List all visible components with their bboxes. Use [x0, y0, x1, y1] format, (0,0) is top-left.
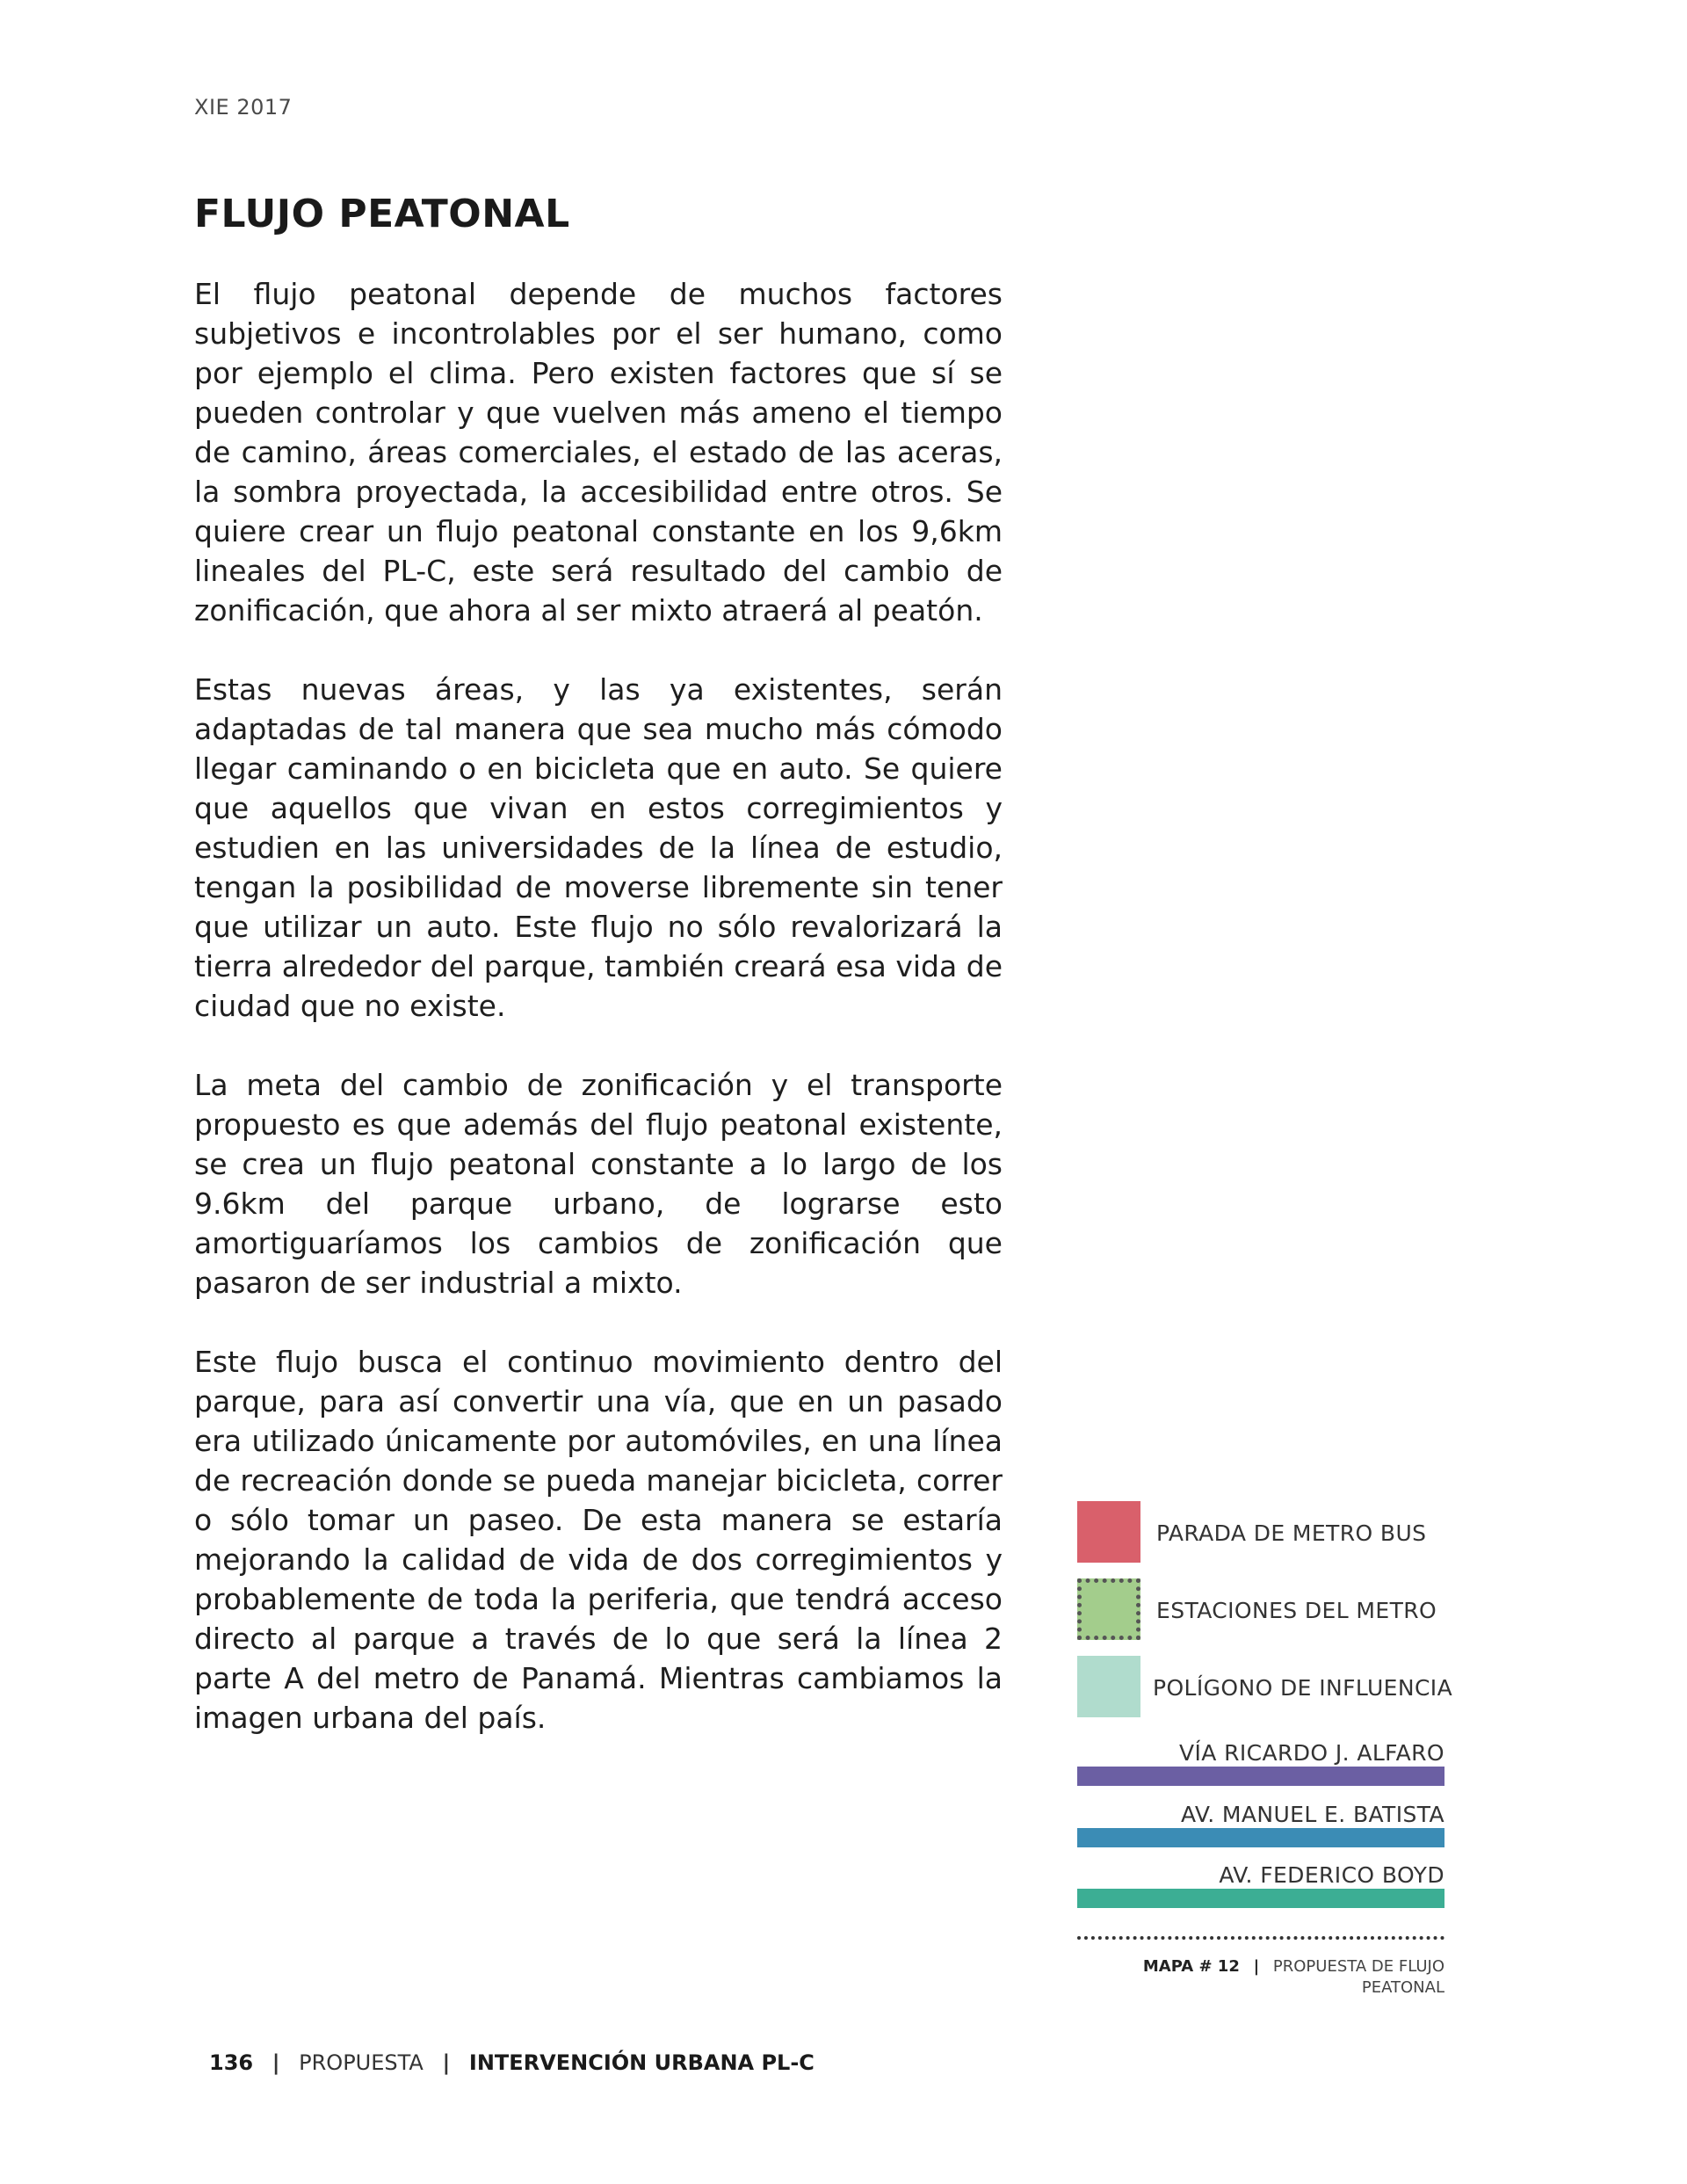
- map-caption-separator: |: [1253, 1957, 1260, 1976]
- road-line-av-federico-boyd: [1077, 1889, 1444, 1908]
- map-caption-title-line-1: PROPUESTA DE FLUJO: [1272, 1957, 1444, 1976]
- footer-separator-2: |: [442, 2050, 451, 2075]
- caption-divider: [1077, 1936, 1444, 1940]
- footer-separator-1: |: [272, 2050, 280, 2075]
- footer-chapter: PROPUESTA: [299, 2050, 424, 2075]
- footer-document-title: INTERVENCIÓN URBANA PL-C: [468, 2050, 815, 2075]
- section-title: FLUJO PEATONAL: [194, 192, 570, 236]
- map-caption-line-1: [1077, 1956, 1444, 1977]
- influence-polygon-swatch: [1077, 1656, 1140, 1717]
- legend-label-metro-bus: PARADA DE METRO BUS: [1156, 1520, 1427, 1546]
- legend-label-influence-polygon: POLÍGONO DE INFLUENCIA: [1153, 1675, 1453, 1701]
- body-text: [194, 274, 1003, 1777]
- road-label-av-manuel-batista: AV. MANUEL E. BATISTA: [1181, 1802, 1444, 1827]
- map-caption-id: MAPA # 12: [1142, 1957, 1240, 1976]
- road-label-av-federico-boyd: AV. FEDERICO BOYD: [1219, 1862, 1444, 1888]
- road-label-via-ricardo-alfaro: VÍA RICARDO J. ALFARO: [1178, 1740, 1444, 1766]
- road-line-via-ricardo-alfaro: [1077, 1767, 1444, 1786]
- legend-item-av-federico-boyd: [1077, 1862, 1444, 1910]
- road-line-av-manuel-batista: [1077, 1828, 1444, 1847]
- metro-bus-swatch: [1077, 1501, 1140, 1563]
- legend-label-metro-stations: ESTACIONES DEL METRO: [1156, 1598, 1437, 1623]
- legend-item-via-ricardo-alfaro: [1077, 1740, 1444, 1788]
- paragraph-4: Este flujo busca el continuo movimiento dentro del parque, para así convertir una vía, que en un pasado era utilizado únicamente por automóviles, en una línea de recreación donde se pueda manejar bicicleta, correr o sólo tomar un paseo. De esta manera se estaría mejorando la calidad de vida de dos corregimientos y probablemente de toda la periferia, que tendrá acceso directo al parque a través de lo que será la línea 2 parte A del metro de Panamá. Mientras cambiamos la imagen urbana del país.: [194, 1345, 1003, 1735]
- map-caption-title-line-2: PEATONAL: [1361, 1978, 1444, 1997]
- page-number: 136: [209, 2050, 254, 2075]
- legend-item-av-manuel-batista: [1077, 1802, 1444, 1849]
- paragraph-3: La meta del cambio de zonificación y el transporte propuesto es que además del flujo peatonal existente, se crea un flujo peatonal constante a lo largo de los 9.6km del parque urbano, de lograrse esto amortiguaríamos los cambios de zonificación que pasaron de ser industrial a mixto.: [194, 1068, 1003, 1300]
- page-footer: [209, 2050, 815, 2075]
- paragraph-1: El flujo peatonal depende de muchos factores subjetivos e incontrolables por el ser humano, como por ejemplo el clima. Pero existen factores que sí se pueden controlar y que vuelven más ameno el tiempo de camino, áreas comerciales, el estado de las aceras, la sombra proyectada, la accesibilidad entre otros. Se quiere crear un flujo peatonal constante en los 9,6km lineales del PL-C, este será resultado del cambio de zonificación, que ahora al ser mixto atraerá al peatón.: [194, 277, 1003, 628]
- metro-station-swatch: [1077, 1578, 1140, 1640]
- paragraph-2: Estas nuevas áreas, y las ya existentes, serán adaptadas de tal manera que sea mucho más cómodo llegar caminando o en bicicleta que en auto. Se quiere que aquellos que vivan en estos corregimientos y estudien en las universidades de la línea de estudio, tengan la posibilidad de moverse libremente sin tener que utilizar un auto. Este flujo no sólo revalorizará la tierra alrededor del parque, también creará esa vida de ciudad que no existe.: [194, 672, 1003, 1023]
- header-tag: XIE 2017: [194, 95, 293, 120]
- map-caption: [1077, 1956, 1444, 1999]
